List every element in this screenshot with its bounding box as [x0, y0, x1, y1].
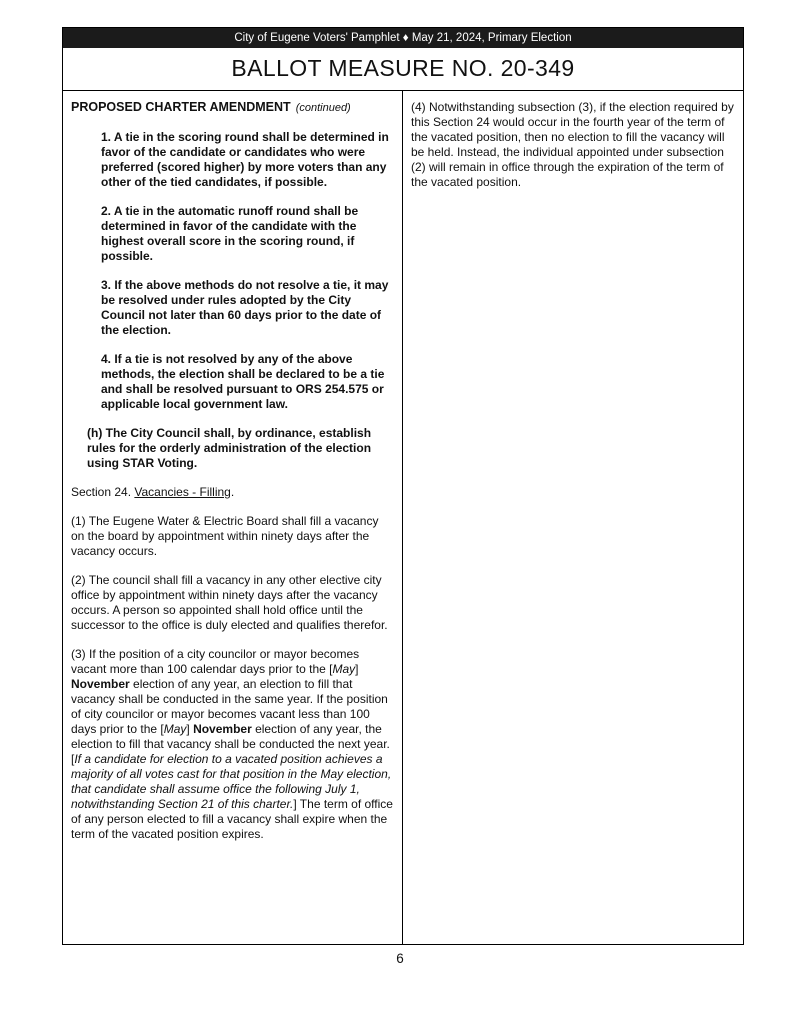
tie-rule-3: 3. If the above methods do not resolve a tie, it may be resolved under rules adopted by the City Council not later than 60 days prior to the date of the election.: [101, 278, 389, 337]
ballot-measure-box: [62, 27, 744, 945]
header-bar: [63, 28, 743, 48]
tie-rule-4: 4. If a tie is not resolved by any of the above methods, the election shall be declared to be a tie and shall be resolved pursuant to ORS 254.575 or applicable local government law.: [101, 352, 385, 411]
proposed-amendment-heading: [71, 100, 393, 116]
ordinance-clause-h: (h) The City Council shall, by ordinance, establish rules for the orderly administration of the election using STAR Voting.: [87, 426, 372, 470]
section-24-heading: Section 24. Vacancies - Filling.: [71, 485, 235, 499]
proposed-amendment-heading-text: PROPOSED CHARTER AMENDMENT: [71, 100, 291, 114]
vacancy-paragraph-4: (4) Notwithstanding subsection (3), if the election required by this Section 24 would occur in the fourth year of the term of the vacated position, then no election to fill the vacancy will be held. Instead, the individual appointed under subsection (2) will remain in office through the expiration of the term of the vacated position.: [411, 100, 734, 189]
continued-label: (continued): [295, 102, 351, 114]
tie-rule-2: 2. A tie in the automatic runoff round shall be determined in favor of the candidate with the highest overall score in the scoring round, if possible.: [101, 204, 359, 263]
ballot-measure-title: BALLOT MEASURE NO. 20-349: [63, 48, 743, 91]
pamphlet-header-text: City of Eugene Voters' Pamphlet ♦ May 21, 2024, Primary Election: [234, 32, 572, 44]
left-column: [63, 91, 403, 944]
vacancy-paragraph-1: (1) The Eugene Water & Electric Board shall fill a vacancy on the board by appointment within ninety days after the vacancy occurs.: [71, 514, 379, 558]
vacancy-paragraph-2: (2) The council shall fill a vacancy in any other elective city office by appointment within ninety days after the vacancy occurs. A person so appointed shall hold office until the successor to the office is duly elected and qualifies therefor.: [71, 573, 388, 632]
right-column: [403, 91, 743, 944]
vacancy-paragraph-3: (3) If the position of a city councilor or mayor becomes vacant more than 100 calendar days prior to the [May] November election of any year, an election to fill that vacancy shall be conducted in the same year. If the position of city councilor or mayor becomes vacant less than 100 days prior to the [May] November election of any year, the election to fill that vacancy shall be conducted the next year. [If a candidate for election to a vacated position achieves a majority of all votes cast for that position in the May election, that candidate shall assume office the following July 1, notwithstanding Section 21 of this charter.] The term of office of any person elected to fill a vacancy shall expire when the term of the vacated position expires.: [71, 647, 393, 841]
two-column-layout: [63, 91, 743, 944]
page-number: 6: [396, 951, 404, 966]
tie-rule-1: 1. A tie in the scoring round shall be determined in favor of the candidate or candidates who were preferred (scored higher) by more voters than any other of the tied candidates, if possible.: [101, 130, 389, 189]
